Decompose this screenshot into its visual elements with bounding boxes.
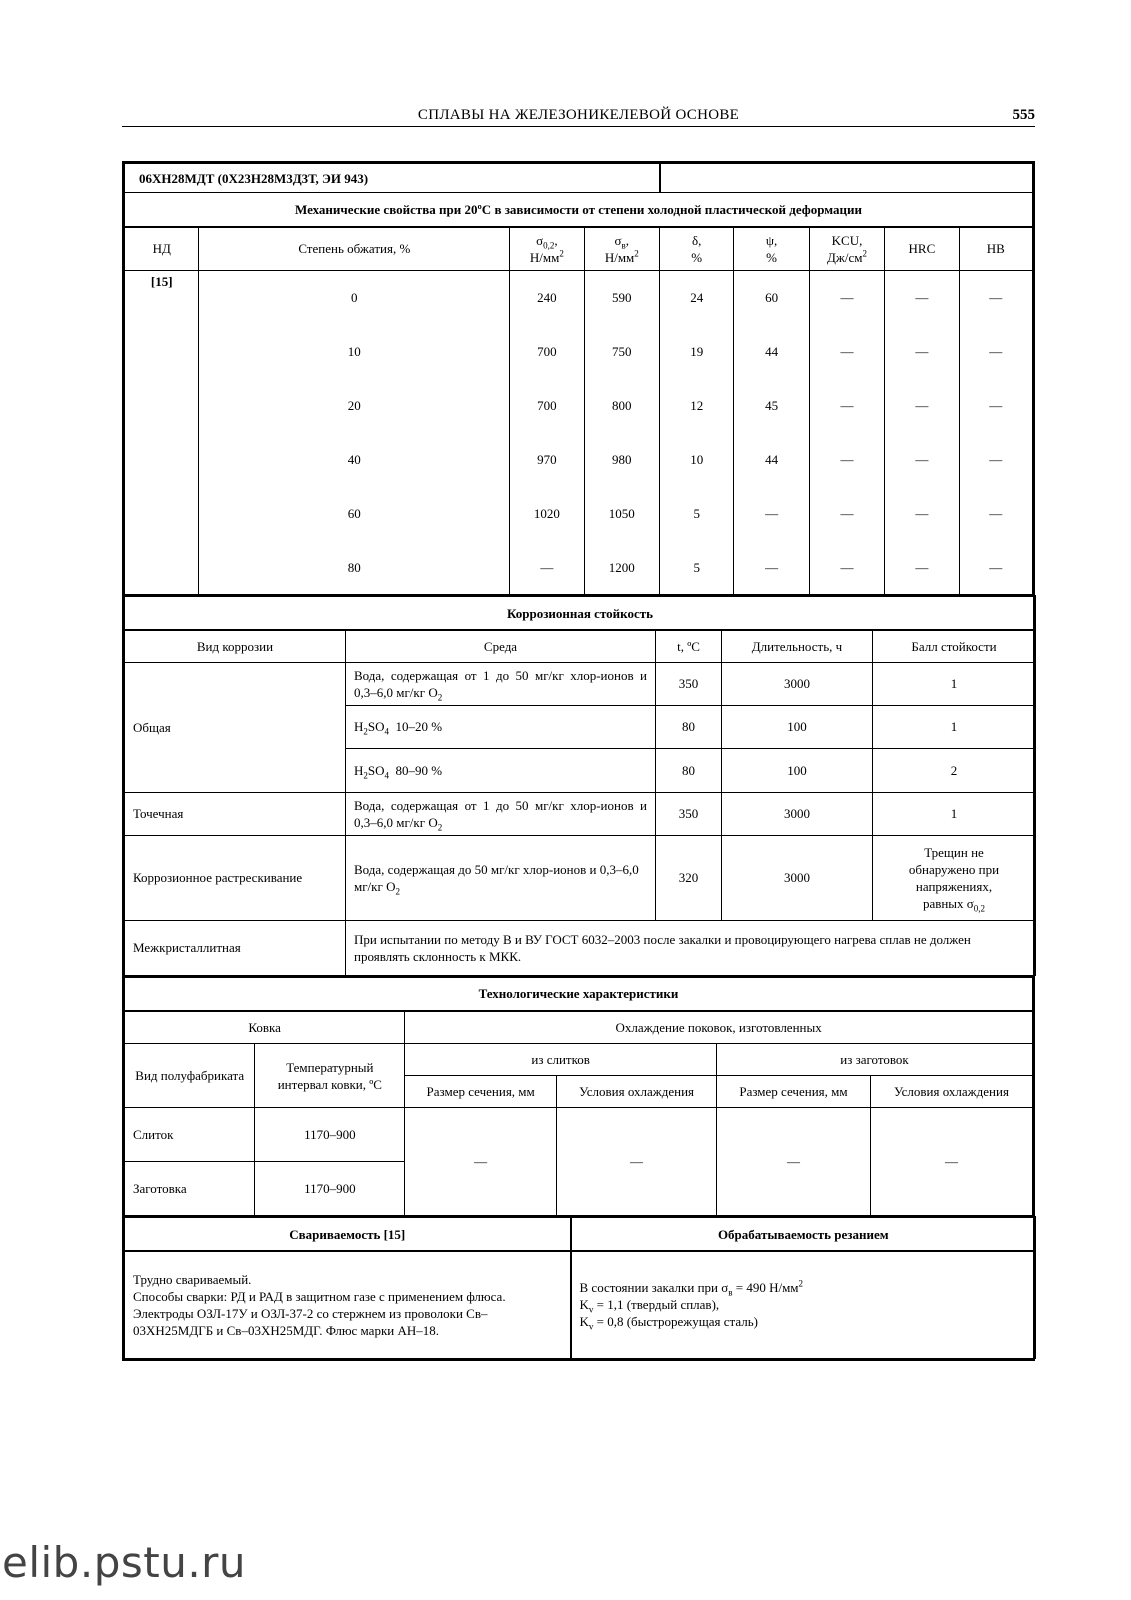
cooling-header: Охлаждение поковок, изготовленных (405, 1011, 1033, 1044)
score-cell: 1 (873, 705, 1036, 748)
value-cell: 12 (660, 379, 734, 433)
value-cell: — (809, 487, 884, 541)
col-header-duration: Длительность, ч (722, 630, 873, 662)
mechanical-rows (125, 271, 1033, 595)
page-header (122, 104, 1035, 127)
medium-cell: $H_2SO_4$ 80–90 % (346, 748, 656, 792)
value-cell: 980 (584, 433, 659, 487)
reduction-cell: 10 (199, 325, 510, 379)
duration-cell: 3000 (722, 662, 873, 705)
table-row (125, 920, 1036, 975)
value-cell: — (809, 271, 884, 325)
value-cell: — (510, 541, 584, 595)
temperature-cell: 320 (656, 835, 722, 920)
col-header-elongation: δ, % (660, 227, 734, 271)
corrosion-type-cracking: Коррозионное растрескивание (125, 835, 346, 920)
value-cell: — (885, 379, 959, 433)
product-cell: Слиток (125, 1108, 255, 1162)
weldability-line: Способы сварки: РД и РАД в защитном газе с применением флюса. Электроды ОЗЛ-17У и ОЗЛ-37-2 со стержнем из проволоки Св–03ХН25МДГБ и Св–03ХН25МДГ. Флюс марки АН–18. (133, 1288, 506, 1338)
duration-cell: 3000 (722, 792, 873, 835)
intergranular-note: При испытании по методу В и ВУ ГОСТ 6032–2003 после закалки и провоцирующего нагрева сплав не должен проявлять склонность к МКК. (346, 920, 1036, 975)
temperature-cell: 350 (656, 662, 722, 705)
value-cell: 5 (660, 487, 734, 541)
interval-cell: 1170–900 (255, 1162, 405, 1216)
weldability-line: Трудно свариваемый. (133, 1271, 252, 1287)
reduction-cell: 80 (199, 541, 510, 595)
reduction-cell: 0 (199, 271, 510, 325)
temperature-cell: 80 (656, 748, 722, 792)
dash-cell: — (557, 1108, 717, 1216)
medium-cell: Вода, содержащая до 50 мг/кг хлор-ионов и 0,3–6,0 мг/кг $О_2$ (346, 835, 656, 920)
col-header-score: Балл стойкости (873, 630, 1036, 662)
nd-reference: [15] (125, 271, 199, 595)
col-header-reduction: Степень обжатия, % (199, 227, 510, 271)
col-header-hb: HB (959, 227, 1032, 271)
table-row (125, 792, 1036, 835)
section-size-header: Размер сечения, мм (405, 1076, 557, 1108)
reduction-cell: 20 (199, 379, 510, 433)
col-header-nd: НД (125, 227, 199, 271)
dash-cell: — (405, 1108, 557, 1216)
corrosion-table (124, 595, 1036, 976)
col-header-corrosion-type: Вид коррозии (125, 630, 346, 662)
value-cell: — (885, 487, 959, 541)
temp-interval-header: Температурный интервал ковки, ºС (255, 1044, 405, 1108)
value-cell: 44 (734, 433, 809, 487)
section-size-header: Размер сечения, мм (717, 1076, 871, 1108)
col-header-yield: $\sigma_{0,2}$, $Н/мм^2$ (510, 227, 584, 271)
machinability-line: $K_v = 0,8$ (быстрорежущая сталь) (579, 1314, 759, 1332)
duration-cell: 3000 (722, 835, 873, 920)
mechanical-properties-table (124, 163, 1033, 595)
page-number: 555 (1012, 107, 1035, 123)
value-cell: 45 (734, 379, 809, 433)
table-row (125, 487, 1033, 541)
semi-product-header: Вид полуфабриката (125, 1044, 255, 1108)
col-header-hrc: HRC (885, 227, 959, 271)
medium-cell: Вода, содержащая от 1 до 50 мг/кг хлор-ионов и 0,3–6,0 мг/кг $О_2$ (346, 662, 656, 705)
table-row (125, 835, 1036, 920)
value-cell: — (959, 271, 1032, 325)
medium-cell: Вода, содержащая от 1 до 50 мг/кг хлор-ионов и 0,3–6,0 мг/кг $О_2$ (346, 792, 656, 835)
weld-machining-table (124, 1216, 1036, 1359)
product-cell: Заготовка (125, 1162, 255, 1216)
value-cell: — (885, 325, 959, 379)
machinability-title: Обрабатываемость резанием (571, 1217, 1036, 1251)
cooling-conditions-header: Условия охлаждения (870, 1076, 1032, 1108)
cooling-conditions-header: Условия охлаждения (557, 1076, 717, 1108)
table-row (125, 541, 1033, 595)
col-header-medium: Среда (346, 630, 656, 662)
value-cell: 60 (734, 271, 809, 325)
value-cell: — (959, 487, 1032, 541)
watermark: elib.pstu.ru (2, 1538, 247, 1587)
from-billets-header: из заготовок (717, 1044, 1033, 1076)
machinability-line: В состоянии закалки при $\sigma_в = 490$ $Н/мм^2$ (579, 1278, 804, 1298)
table-row (125, 271, 1033, 325)
value-cell: — (809, 325, 884, 379)
value-cell: — (959, 325, 1032, 379)
value-cell: — (959, 433, 1032, 487)
score-cell: Трещин не обнаружено при напряжениях, равных $\sigma_{0,2}$ (873, 835, 1036, 920)
duration-cell: 100 (722, 748, 873, 792)
value-cell: — (734, 487, 809, 541)
temperature-cell: 350 (656, 792, 722, 835)
weldability-title: Свариваемость [15] (125, 1217, 571, 1251)
value-cell: 10 (660, 433, 734, 487)
value-cell: 24 (660, 271, 734, 325)
duration-cell: 100 (722, 705, 873, 748)
reduction-cell: 60 (199, 487, 510, 541)
col-header-reduction-area: ψ, % (734, 227, 809, 271)
col-header-kcu: KCU, $Дж/см^2$ (809, 227, 884, 271)
alloy-datasheet (122, 161, 1035, 1361)
value-cell: — (734, 541, 809, 595)
table-row (125, 433, 1033, 487)
medium-cell: $H_2SO_4$ 10–20 % (346, 705, 656, 748)
value-cell: — (809, 541, 884, 595)
corrosion-type-pitting: Точечная (125, 792, 346, 835)
value-cell: — (885, 541, 959, 595)
reduction-cell: 40 (199, 433, 510, 487)
dash-cell: — (717, 1108, 871, 1216)
corrosion-section-title: Коррозионная стойкость (125, 596, 1036, 630)
col-header-tensile: $\sigma_в$, $Н/мм^2$ (584, 227, 659, 271)
machinability-text (571, 1251, 1036, 1358)
weldability-text (125, 1251, 571, 1358)
value-cell: 1050 (584, 487, 659, 541)
table-row (125, 1108, 1033, 1162)
score-cell: 1 (873, 662, 1036, 705)
value-cell: 44 (734, 325, 809, 379)
corrosion-header-row (125, 630, 1036, 662)
value-cell: 590 (584, 271, 659, 325)
corrosion-type-intergranular: Межкристаллитная (125, 920, 346, 975)
tech-section-title: Технологические характеристики (125, 977, 1033, 1011)
machinability-line: $K_v = 1,1$ (твердый сплав), (579, 1297, 720, 1315)
value-cell: — (809, 379, 884, 433)
mechanical-section-title: Механические свойства при 20ºС в зависимости от степени холодной пластической деформации (125, 193, 1033, 227)
running-title: СПЛАВЫ НА ЖЕЛЕЗОНИКЕЛЕВОЙ ОСНОВЕ (417, 107, 740, 123)
value-cell: — (959, 541, 1032, 595)
value-cell: 1020 (510, 487, 584, 541)
interval-cell: 1170–900 (255, 1108, 405, 1162)
value-cell: — (959, 379, 1032, 433)
dash-cell: — (870, 1108, 1032, 1216)
value-cell: 19 (660, 325, 734, 379)
col-header-temperature: t, ºС (656, 630, 722, 662)
value-cell: 240 (510, 271, 584, 325)
value-cell: 750 (584, 325, 659, 379)
corrosion-type-general: Общая (125, 662, 346, 792)
forging-header: Ковка (125, 1011, 405, 1044)
technological-table (124, 976, 1033, 1217)
table-row (125, 379, 1033, 433)
value-cell: — (809, 433, 884, 487)
value-cell: — (885, 271, 959, 325)
value-cell: 700 (510, 379, 584, 433)
value-cell: 700 (510, 325, 584, 379)
table-row (125, 662, 1036, 705)
value-cell: 970 (510, 433, 584, 487)
value-cell: — (885, 433, 959, 487)
value-cell: 1200 (584, 541, 659, 595)
score-cell: 2 (873, 748, 1036, 792)
table-row (125, 325, 1033, 379)
from-ingots-header: из слитков (405, 1044, 717, 1076)
score-cell: 1 (873, 792, 1036, 835)
temperature-cell: 80 (656, 705, 722, 748)
mechanical-header-row (125, 227, 1033, 271)
value-cell: 5 (660, 541, 734, 595)
value-cell: 800 (584, 379, 659, 433)
grade-title: 06ХН28МДТ (0Х23Н28М3Д3Т, ЭИ 943) (125, 164, 660, 193)
